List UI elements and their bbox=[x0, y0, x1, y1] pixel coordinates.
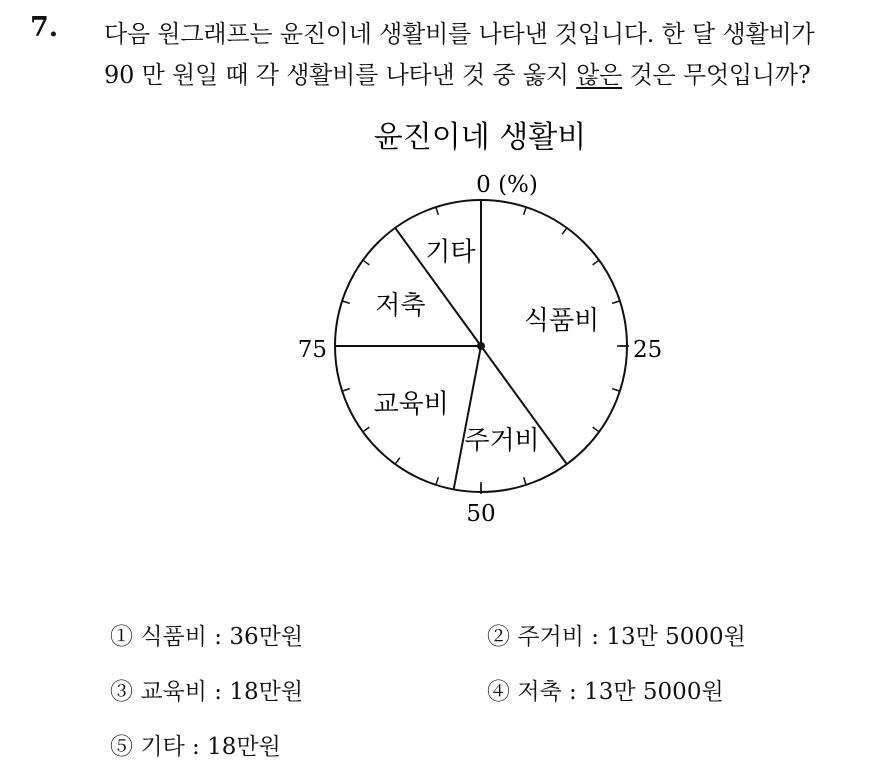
tick-label-25: 25 bbox=[633, 337, 663, 363]
slice-label-1: 식품비 bbox=[523, 305, 600, 336]
slice-label-3: 교육비 bbox=[373, 389, 449, 420]
tick-mark-60 bbox=[395, 458, 400, 464]
tick-mark-10 bbox=[562, 228, 567, 234]
tick-label-50: 50 bbox=[466, 501, 496, 527]
tick-mark-55 bbox=[436, 477, 438, 485]
question-number: 7. bbox=[30, 12, 59, 43]
option-1[interactable] bbox=[110, 618, 303, 651]
option-2[interactable] bbox=[487, 618, 746, 651]
slice-label-4: 저축 bbox=[375, 290, 426, 321]
tick-mark-70 bbox=[342, 389, 350, 391]
tick-label-75: 75 bbox=[297, 337, 327, 363]
option-3-text: 교육비 : 18만원 bbox=[140, 679, 304, 705]
slice-label-2: 주거비 bbox=[464, 426, 540, 457]
option-4-text: 저축 : 13만 5000원 bbox=[517, 679, 724, 705]
tick-mark-45 bbox=[524, 477, 526, 485]
question-underlined-word: 않은 bbox=[576, 61, 623, 89]
option-1-marker: ① bbox=[110, 624, 133, 650]
tick-mark-85 bbox=[363, 260, 369, 265]
option-3-marker: ③ bbox=[110, 679, 133, 705]
tick-mark-20 bbox=[612, 301, 620, 303]
pie-center-dot bbox=[477, 342, 485, 350]
option-2-text: 주거비 : 13만 5000원 bbox=[517, 624, 746, 650]
slice-divider-3 bbox=[454, 346, 481, 489]
tick-mark-95 bbox=[436, 207, 438, 215]
chart-unit-label: 0 (%) bbox=[476, 172, 538, 198]
option-3[interactable] bbox=[110, 673, 303, 706]
chart-title: 윤진이네 생활비 bbox=[373, 120, 587, 155]
tick-mark-65 bbox=[363, 427, 369, 432]
tick-mark-15 bbox=[593, 260, 599, 265]
question-line-2-post: 것은 무엇입니까? bbox=[622, 61, 811, 89]
option-4-marker: ④ bbox=[487, 679, 510, 705]
option-2-marker: ② bbox=[487, 624, 510, 650]
option-5[interactable] bbox=[110, 728, 281, 761]
tick-mark-30 bbox=[612, 389, 620, 391]
slice-label-5: 기타 bbox=[425, 237, 476, 268]
question-line-2-pre: 90 만 원일 때 각 생활비를 나타낸 것 중 옳지 bbox=[104, 61, 577, 89]
question-line-1: 다음 원그래프는 윤진이네 생활비를 나타낸 것입니다. 한 달 생활비가 bbox=[104, 20, 815, 48]
option-5-text: 기타 : 18만원 bbox=[140, 734, 281, 760]
option-4[interactable] bbox=[487, 673, 724, 706]
tick-mark-35 bbox=[593, 427, 599, 432]
option-1-text: 식품비 : 36만원 bbox=[140, 624, 304, 650]
tick-mark-80 bbox=[342, 301, 350, 303]
option-5-marker: ⑤ bbox=[110, 734, 133, 760]
tick-mark-5 bbox=[524, 207, 526, 215]
